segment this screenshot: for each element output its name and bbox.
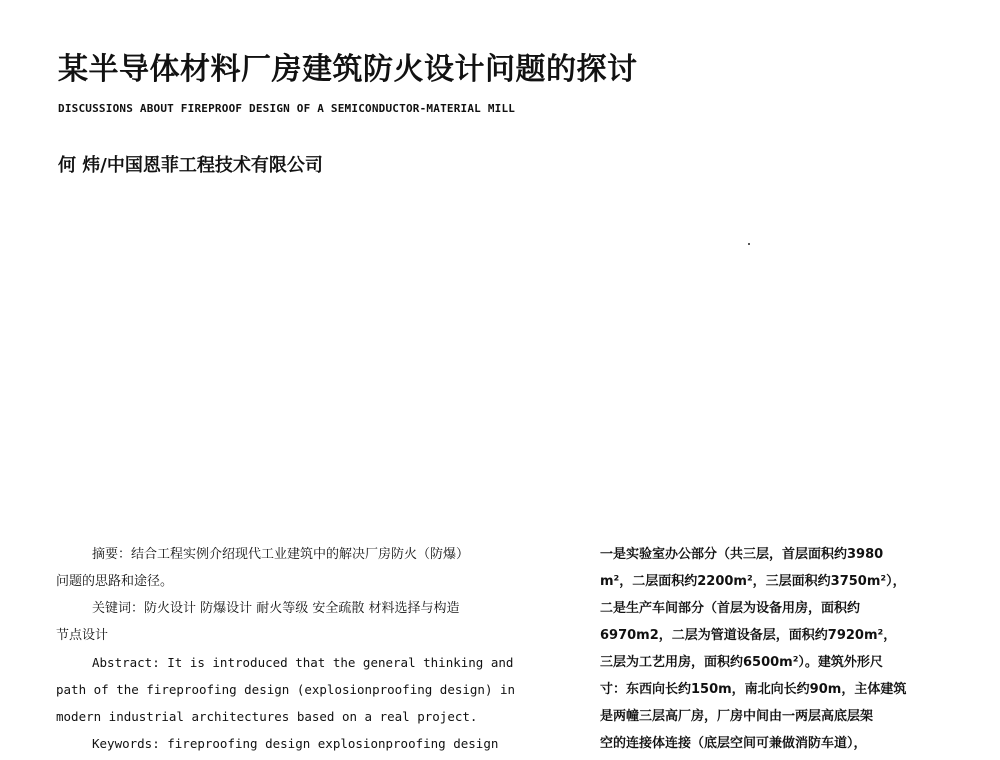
author-affiliation: 何 炜/中国恩菲工程技术有限公司 [58,155,323,176]
keywords-cn-line: 关键词：防火设计 防爆设计 耐火等级 安全疏散 材料选择与构造 [92,601,460,616]
body-line: 一是实验室办公部分（共三层，首层面积约3980 [600,547,884,562]
left-column [56,541,578,757]
page-title: 某半导体材料厂房建筑防火设计问题的探讨 [58,52,638,87]
body-paragraph [600,541,946,757]
keywords-en-line: Keywords: fireproofing design explosionproofing design [92,736,499,751]
abstract-en-line: Abstract: It is introduced that the general thinking and [92,655,514,670]
body-line: 空的连接体连接（底层空间可兼做消防车道）， [600,736,867,751]
body-line: 6970m2，二层为管道设备层，面积约7920m²， [600,628,897,643]
keywords-en [56,730,578,757]
abstract-en-line: path of the fireproofing design (explosionproofing design) in [56,682,516,697]
keywords-cn-line: 节点设计 [56,628,109,643]
abstract-en [56,649,578,730]
abstract-cn [56,541,578,595]
body-line: m²，二层面积约2200m²，三层面积约3750m²）， [600,574,906,589]
body-line: 寸：东西向长约150m，南北向长约90m，主体建筑 [600,682,907,697]
english-title: DISCUSSIONS ABOUT FIREPROOF DESIGN OF A SEMICONDUCTOR-MATERIAL MILL [58,102,516,115]
body-line: 是两幢三层高厂房，厂房中间由一两层高底层架 [600,709,874,724]
abstract-cn-line: 问题的思路和途径。 [56,574,174,589]
body-line: 二是生产车间部分（首层为设备用房，面积约 [600,601,861,616]
stray-mark [748,243,750,245]
abstract-cn-line: 摘要：结合工程实例介绍现代工业建筑中的解决厂房防火（防爆） [92,547,470,562]
right-column [600,541,946,757]
body-line: 三层为工艺用房，面积约6500m²）。建筑外形尺 [600,655,883,670]
keywords-cn [56,595,578,649]
abstract-en-line: modern industrial architectures based on a real project. [56,709,478,724]
